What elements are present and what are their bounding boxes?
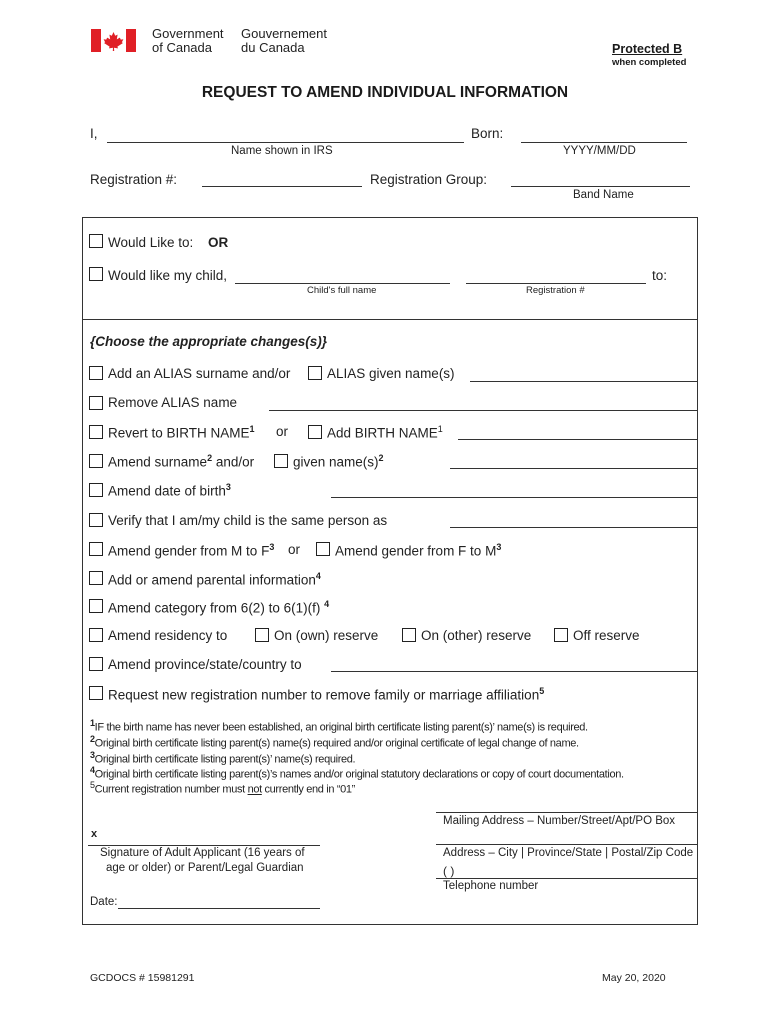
amend-dob-label bbox=[108, 482, 231, 499]
or-gender-label: or bbox=[288, 542, 301, 557]
child-registration-caption: Registration # bbox=[526, 285, 585, 296]
date-caption: YYYY/MM/DD bbox=[563, 145, 636, 157]
sup-4b: 4 bbox=[324, 599, 330, 609]
i-label: I, bbox=[90, 126, 98, 141]
would-like-label: Would Like to: bbox=[108, 235, 194, 250]
add-birth-checkbox[interactable] bbox=[308, 425, 322, 439]
sup-1b: 1 bbox=[437, 424, 443, 434]
child-registration-field[interactable] bbox=[466, 283, 646, 284]
parental-checkbox[interactable] bbox=[89, 571, 103, 585]
new-reg-checkbox[interactable] bbox=[89, 686, 103, 700]
mailing-address-field[interactable] bbox=[436, 812, 698, 813]
amend-dob-checkbox[interactable] bbox=[89, 483, 103, 497]
province-field[interactable] bbox=[331, 671, 697, 672]
footnote-3-num: 3 bbox=[90, 750, 95, 760]
footnote-3-text: Original birth certificate listing parent(s)’ name(s) required. bbox=[94, 753, 356, 766]
signature-caption-2: age or older) or Parent/Legal Guardian bbox=[106, 862, 304, 874]
sup-3: 3 bbox=[225, 482, 231, 492]
date-label: Date: bbox=[90, 896, 118, 908]
category-label bbox=[108, 599, 329, 616]
address-field[interactable] bbox=[436, 844, 698, 845]
child-name-caption: Child's full name bbox=[307, 285, 377, 296]
name-field[interactable] bbox=[107, 142, 464, 143]
sup-3c: 3 bbox=[496, 542, 502, 552]
given-names-text: given name(s) bbox=[293, 454, 379, 470]
gov-en-line2: of Canada bbox=[152, 40, 212, 55]
dob-field[interactable] bbox=[331, 497, 697, 498]
gender-m-f-checkbox[interactable] bbox=[89, 542, 103, 556]
province-checkbox[interactable] bbox=[89, 657, 103, 671]
footer-date: May 20, 2020 bbox=[602, 972, 666, 984]
page-title: REQUEST TO AMEND INDIVIDUAL INFORMATION bbox=[201, 84, 569, 101]
band-name-field[interactable] bbox=[511, 186, 690, 187]
footnote-2 bbox=[90, 734, 579, 750]
footnote-2-text: Original birth certificate listing parent(s) name(s) required and/or original certificate of legal change of name. bbox=[94, 737, 579, 750]
revert-birth-text: Revert to BIRTH NAME bbox=[108, 425, 250, 441]
when-completed-label: when completed bbox=[612, 57, 687, 68]
residency-label: Amend residency to bbox=[108, 628, 228, 643]
or-revert-label: or bbox=[276, 424, 289, 439]
alias-given-checkbox[interactable] bbox=[308, 366, 322, 380]
footnote-1-text: IF the birth name has never been established, an original birth certificate listing parent(s)’ name(s) is required. bbox=[94, 721, 588, 734]
off-reserve-checkbox[interactable] bbox=[554, 628, 568, 642]
footnote-5 bbox=[90, 780, 355, 796]
add-alias-surname-label: Add an ALIAS surname and/or bbox=[108, 366, 291, 381]
footnote-4 bbox=[90, 765, 624, 781]
sup-2b: 2 bbox=[378, 453, 384, 463]
footnote-5-num: 5 bbox=[90, 780, 95, 790]
given-names-checkbox[interactable] bbox=[274, 454, 288, 468]
child-name-field[interactable] bbox=[235, 283, 450, 284]
gender-m-f-text: Amend gender from M to F bbox=[108, 543, 270, 559]
footnote-2-num: 2 bbox=[90, 734, 95, 744]
surname-field[interactable] bbox=[450, 468, 697, 469]
footnote-4-text: Original birth certificate listing parent(s)’s names and/or original statutory declarations or copy of court documentation. bbox=[94, 768, 624, 781]
parental-label bbox=[108, 571, 321, 588]
revert-birth-label bbox=[108, 424, 255, 441]
alias-given-label: ALIAS given name(s) bbox=[327, 366, 455, 381]
residency-checkbox[interactable] bbox=[89, 628, 103, 642]
sup-2: 2 bbox=[207, 453, 213, 463]
other-reserve-label: On (other) reserve bbox=[421, 628, 532, 643]
signature-caption-1: Signature of Adult Applicant (16 years of bbox=[100, 847, 305, 859]
amend-dob-text: Amend date of birth bbox=[108, 483, 226, 499]
revert-birth-checkbox[interactable] bbox=[89, 425, 103, 439]
verify-checkbox[interactable] bbox=[89, 513, 103, 527]
band-caption: Band Name bbox=[573, 189, 634, 201]
gender-f-m-text: Amend gender from F to M bbox=[335, 543, 497, 559]
group-label: Registration Group: bbox=[370, 172, 488, 187]
gender-m-f-label bbox=[108, 542, 274, 559]
to-label: to: bbox=[652, 268, 668, 283]
born-date-field[interactable] bbox=[521, 142, 687, 143]
off-reserve-label: Off reserve bbox=[573, 628, 640, 643]
verify-field[interactable] bbox=[450, 527, 697, 528]
telephone-caption: Telephone number bbox=[443, 880, 539, 892]
category-text: Amend category from 6(2) to 6(1)(f) bbox=[108, 600, 321, 616]
section-divider bbox=[82, 319, 698, 320]
add-birth-text: Add BIRTH NAME bbox=[327, 425, 438, 441]
footnote-5-not: not bbox=[247, 783, 262, 796]
gov-en-line1: Government bbox=[152, 26, 224, 41]
amend-surname-label bbox=[108, 453, 254, 470]
parental-text: Add or amend parental information bbox=[108, 572, 316, 588]
doc-number: GCDOCS # 15981291 bbox=[90, 972, 195, 984]
changes-heading: {Choose the appropriate changes(s)} bbox=[90, 334, 328, 349]
gender-f-m-label bbox=[335, 542, 501, 559]
address-caption: Address – City | Province/State | Postal/Zip Code bbox=[443, 847, 694, 859]
registration-label: Registration #: bbox=[90, 172, 178, 187]
amend-surname-checkbox[interactable] bbox=[89, 454, 103, 468]
footnote-1-num: 1 bbox=[90, 718, 95, 728]
footnote-5-text-before: Current registration number must bbox=[94, 783, 248, 796]
province-label: Amend province/state/country to bbox=[108, 657, 302, 672]
own-reserve-label: On (own) reserve bbox=[274, 628, 379, 643]
remove-alias-checkbox[interactable] bbox=[89, 396, 103, 410]
footnote-3 bbox=[90, 750, 355, 766]
name-caption: Name shown in IRS bbox=[231, 145, 333, 157]
remove-alias-label: Remove ALIAS name bbox=[108, 395, 238, 410]
registration-field[interactable] bbox=[202, 186, 362, 187]
would-like-child-checkbox[interactable] bbox=[89, 267, 103, 281]
verify-label: Verify that I am/my child is the same person as bbox=[108, 513, 388, 528]
sup-3b: 3 bbox=[269, 542, 275, 552]
would-like-checkbox[interactable] bbox=[89, 234, 103, 248]
given-names-label bbox=[293, 453, 384, 470]
remove-alias-field[interactable] bbox=[269, 410, 697, 411]
other-reserve-checkbox[interactable] bbox=[402, 628, 416, 642]
new-reg-text: Request new registration number to remove family or marriage affiliation bbox=[108, 687, 540, 703]
amend-surname-text: Amend surname bbox=[108, 454, 208, 470]
add-birth-label bbox=[327, 424, 443, 441]
date-field[interactable] bbox=[118, 908, 320, 909]
telephone-field[interactable] bbox=[436, 878, 698, 879]
gov-fr-line2: du Canada bbox=[241, 40, 305, 55]
footnote-1 bbox=[90, 718, 588, 734]
sup-1: 1 bbox=[249, 424, 255, 434]
own-reserve-checkbox[interactable] bbox=[255, 628, 269, 642]
gov-fr-line1: Gouvernement bbox=[241, 26, 327, 41]
would-like-child-label: Would like my child, bbox=[108, 268, 228, 283]
canada-flag-icon bbox=[91, 29, 136, 52]
birth-name-field[interactable] bbox=[458, 439, 697, 440]
category-checkbox[interactable] bbox=[89, 599, 103, 613]
gender-f-m-checkbox[interactable] bbox=[316, 542, 330, 556]
x-mark: x bbox=[91, 828, 98, 840]
born-label: Born: bbox=[471, 126, 504, 141]
sup-5: 5 bbox=[539, 686, 545, 696]
and-or-text: and/or bbox=[215, 454, 255, 470]
or-label: OR bbox=[208, 235, 229, 250]
signature-field[interactable] bbox=[88, 845, 320, 846]
footnote-5-text-after: currently end in “01” bbox=[261, 783, 355, 796]
new-reg-label bbox=[108, 686, 544, 703]
footnote-4-num: 4 bbox=[90, 765, 95, 775]
add-alias-surname-checkbox[interactable] bbox=[89, 366, 103, 380]
alias-field[interactable] bbox=[470, 381, 697, 382]
phone-parens: ( ) bbox=[443, 864, 455, 878]
mailing-caption: Mailing Address – Number/Street/Apt/PO Box bbox=[443, 815, 676, 827]
sup-4: 4 bbox=[315, 571, 321, 581]
protected-b-label: Protected B bbox=[612, 42, 683, 56]
